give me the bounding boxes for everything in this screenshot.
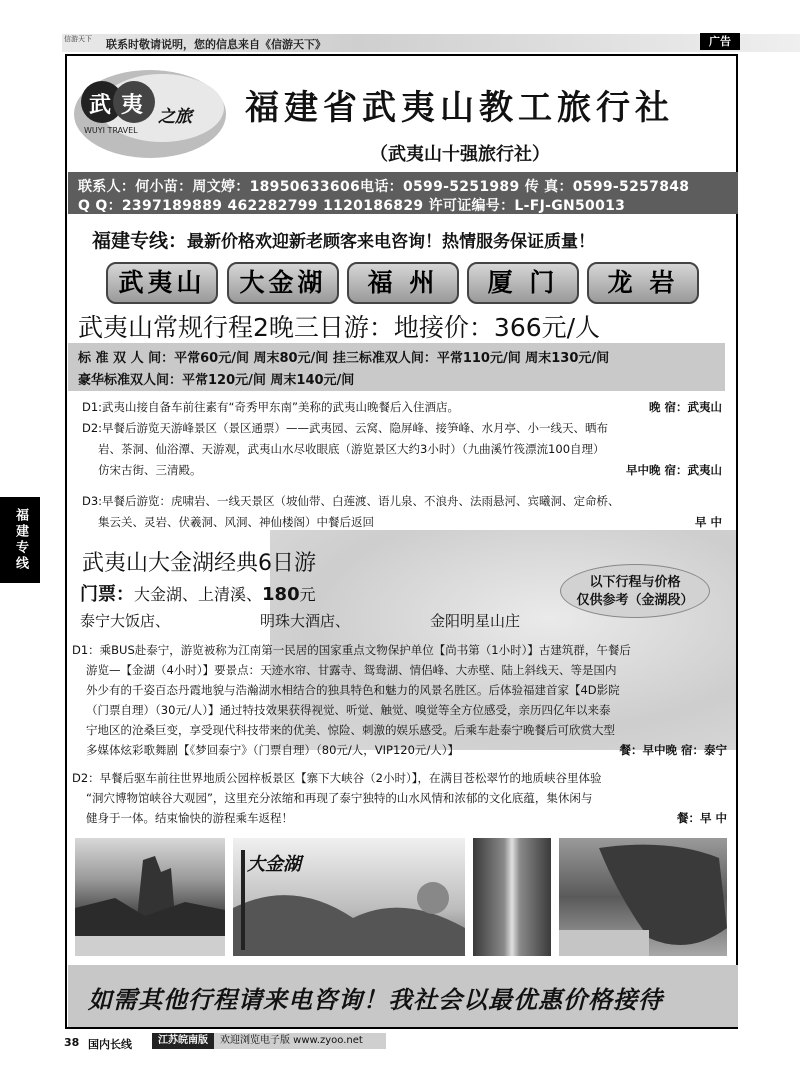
itin-line: D3:早餐后游览：虎啸岩、一线天景区（坡仙带、白莲渡、语儿泉、不浪舟、法雨悬河、宾曦洞、定命桥、 <box>82 494 620 508</box>
reference-note <box>560 564 710 618</box>
hotel-item: 泰宁大饭店、 <box>80 612 171 630</box>
itin-line: “洞穴博物馆峡谷大观园”，这里充分浓缩和再现了泰宁独特的山水风情和浓郁的文化底蕴，集休闲与 <box>86 791 593 805</box>
meal-note: 餐：早中晚 宿：泰宁 <box>619 743 727 757</box>
itin-line: D1：乘BUS赴泰宁，游览被称为江南第一民居的国家重点文物保护单位【尚书第（1小时）】古建筑群，午餐后 <box>72 643 631 657</box>
itin-line: 健身于一体。结束愉快的游程乘车返程！ <box>86 811 293 825</box>
dest-button-dajinhu: 大金湖 <box>227 262 339 304</box>
waterfall-photo <box>473 838 551 956</box>
side-tab-fujian: 福建专线 <box>0 497 40 583</box>
hotel-item: 金阳明星山庄 <box>430 612 521 630</box>
section-name: 国内长线 <box>88 1038 132 1051</box>
note-line: 仅供参考（金湖段） <box>576 593 694 608</box>
bottom-slogan: 如需其他行程请来电咨询！我社会以最优惠价格接待 <box>88 985 663 1014</box>
contact-phone-line: 联系人：何小苗：周文婷：18950633606电话：0599-5251989 传 真：0599-5257848 <box>78 179 690 195</box>
agency-title: 福建省武夷山教工旅行社 <box>245 88 674 128</box>
note-line: 以下行程与价格 <box>589 575 681 590</box>
itin-line: 多媒体炫彩歌舞剧【《梦回泰宁》（门票自理）（80元/人，VIP120元/人）】 <box>86 743 460 757</box>
itin-line: 岩、茶洞、仙浴潭、天游观，武夷山水尽收眼底（游览景区大约3小时）（九曲溪竹筏漂流100自理） <box>98 442 605 456</box>
meal-note: 早中晚 宿：武夷山 <box>625 463 722 477</box>
route2-day1 <box>72 640 731 760</box>
agency-subtitle: （武夷山十强旅行社） <box>370 144 550 165</box>
itin-line: D1:武夷山接自备车前往素有“奇秀甲东南”美称的武夷山晚餐后入住酒店。 <box>82 400 459 414</box>
dajinhu-poster-photo <box>233 838 465 956</box>
meal-note: 早 中 <box>694 515 722 529</box>
river-photo <box>75 838 225 956</box>
photo-strip <box>75 838 727 956</box>
ticket-unit: 元 <box>299 585 316 604</box>
itin-line: 集云关、灵岩、伏羲洞、风洞、神仙楼阁）中餐后返回 <box>98 515 374 529</box>
hotel-item: 明珠大酒店、 <box>260 612 351 630</box>
route2-day2 <box>72 768 731 828</box>
meal-note: 餐：早 中 <box>676 811 727 825</box>
itin-line: 仿宋古街、三清殿。 <box>98 463 202 477</box>
source-notice: 联系时敬请说明，您的信息来自《信游天下》 <box>106 38 326 51</box>
ticket-info <box>80 580 316 606</box>
contact-qq-line: Q Q：2397189889 462282799 1120186829 许可证编号：L-FJ-GN50013 <box>78 198 626 214</box>
itin-line: 宁地区的沧桑巨变，享受现代科技带来的优美、惊险、刺激的娱乐感受。后乘车赴泰宁晚餐后可欣赏大型 <box>86 723 615 737</box>
ticket-text: 大金湖、上清溪、 <box>134 585 263 604</box>
website-link[interactable]: 欢迎浏览电子版 www.zyoo.net <box>214 1033 386 1049</box>
route2-title: 武夷山大金湖经典6日游 <box>82 551 316 576</box>
dest-button-longyan: 龙 岩 <box>587 262 699 304</box>
route1-title: 武夷山常规行程2晚三日游：地接价：366元/人 <box>78 313 601 342</box>
route1-day2 <box>82 418 732 481</box>
ticket-price: 180 <box>262 584 300 605</box>
ad-tag: 广告 <box>700 33 740 50</box>
edition-badge: 江苏皖南版 <box>152 1033 214 1049</box>
itin-line: （门票自理）（30元/人）】通过特技效果获得视觉、听觉、触觉、嗅觉等全方位感受，亲历四亿年以来泰 <box>86 703 611 717</box>
poster-caption: 大金湖 <box>247 854 301 875</box>
slogan-label: 福建专线： <box>92 230 188 252</box>
dest-button-xiamen: 厦 门 <box>467 262 579 304</box>
logo-char-1: 武 <box>89 93 112 118</box>
rock-cliff-photo <box>559 838 727 956</box>
itin-line: D2：早餐后驱车前往世界地质公园梓板景区【寨下大峡谷（2小时）】，在满目苍松翠竹的地质峡谷里体验 <box>72 771 602 785</box>
logo-english: WUYI TRAVEL <box>84 126 138 135</box>
route1-day1 <box>82 397 732 418</box>
itin-line: 外少有的千姿百态丹霞地貌与浩瀚湖水相结合的独具特色和魅力的风景名胜区。后体验福建首家【4D影院 <box>86 683 620 697</box>
price-line-deluxe: 豪华标准双人间：平常120元/间 周末140元/间 <box>78 373 355 388</box>
ticket-label: 门票： <box>80 584 134 605</box>
itin-line: D2:早餐后游览天游峰景区（景区通票）——武夷园、云窝、隐屏峰、接笋峰、水月亭、小一线天、晒布 <box>82 421 609 435</box>
route1-day3 <box>82 491 732 533</box>
mini-logo: 信游天下 <box>64 35 92 43</box>
slogan <box>92 226 595 253</box>
wuyi-travel-logo <box>70 64 230 164</box>
logo-char-3: 之旅 <box>158 107 192 127</box>
dest-button-wuyishan: 武夷山 <box>106 262 218 304</box>
meal-note: 晚 宿：武夷山 <box>648 400 722 414</box>
itin-line: 游览—【金湖（4小时）】要景点：天迹水帘、甘露寺、鸳鸯湖、情侣峰、大赤壁、陆上斜线天、等是国内 <box>86 663 617 677</box>
page-number: 38 <box>64 1036 80 1049</box>
dest-button-fuzhou: 福 州 <box>347 262 459 304</box>
slogan-text: 最新价格欢迎新老顾客来电咨询！热情服务保证质量！ <box>187 232 596 252</box>
logo-char-2: 夷 <box>121 93 144 118</box>
price-line-standard: 标 准 双 人 间：平常60元/间 周末80元/间 挂三标准双人间：平常110元/间 周末130元/间 <box>78 351 610 366</box>
hotel-list <box>80 610 520 631</box>
